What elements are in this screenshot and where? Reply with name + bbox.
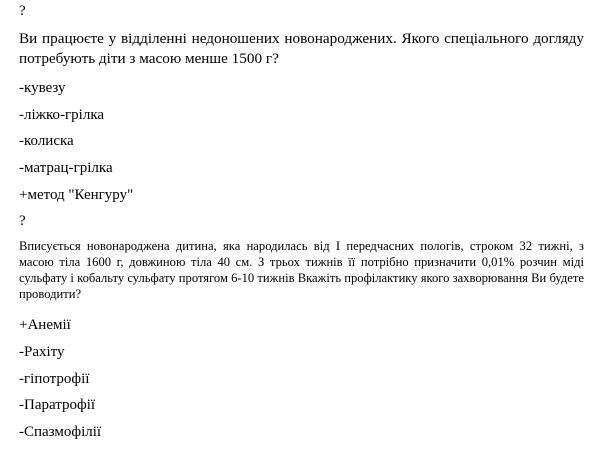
question-1-option-1: -кувезу xyxy=(19,80,66,96)
question-1-option-4: -матрац-грілка xyxy=(19,160,113,176)
question-1-option-3: -колиска xyxy=(19,133,74,149)
question-2-option-4: -Паратрофії xyxy=(19,397,96,413)
question-2-option-1: +Анемії xyxy=(19,317,71,333)
question-2-option-3: -гіпотрофії xyxy=(19,371,90,387)
question-2-marker: ? xyxy=(19,213,26,229)
question-1-option-5: +метод "Кенгуру" xyxy=(19,187,134,203)
question-2-option-5: -Спазмофілії xyxy=(19,424,102,440)
question-1-marker: ? xyxy=(19,3,26,19)
question-2-text: Вписується новонароджена дитина, яка народилась від І передчасних пологів, строком 32 тижні, з масою тіла 1600 г, довжиною тіла 40 см. З трьох тижнів її потрібно призначити 0,01% розчин міді сульфату і кобальту сульфату протягом 6-10 тижнів Вкажіть профілактику якого захворювання Ви будете проводити? xyxy=(19,239,584,301)
question-2-option-2: -Рахіту xyxy=(19,344,65,360)
question-1-text: Ви працюєте у відділенні недоношених новонароджених. Якого спеціального догляду потребують діти з масою менше 1500 г? xyxy=(19,30,584,67)
question-1-option-2: -ліжко-грілка xyxy=(19,107,105,123)
